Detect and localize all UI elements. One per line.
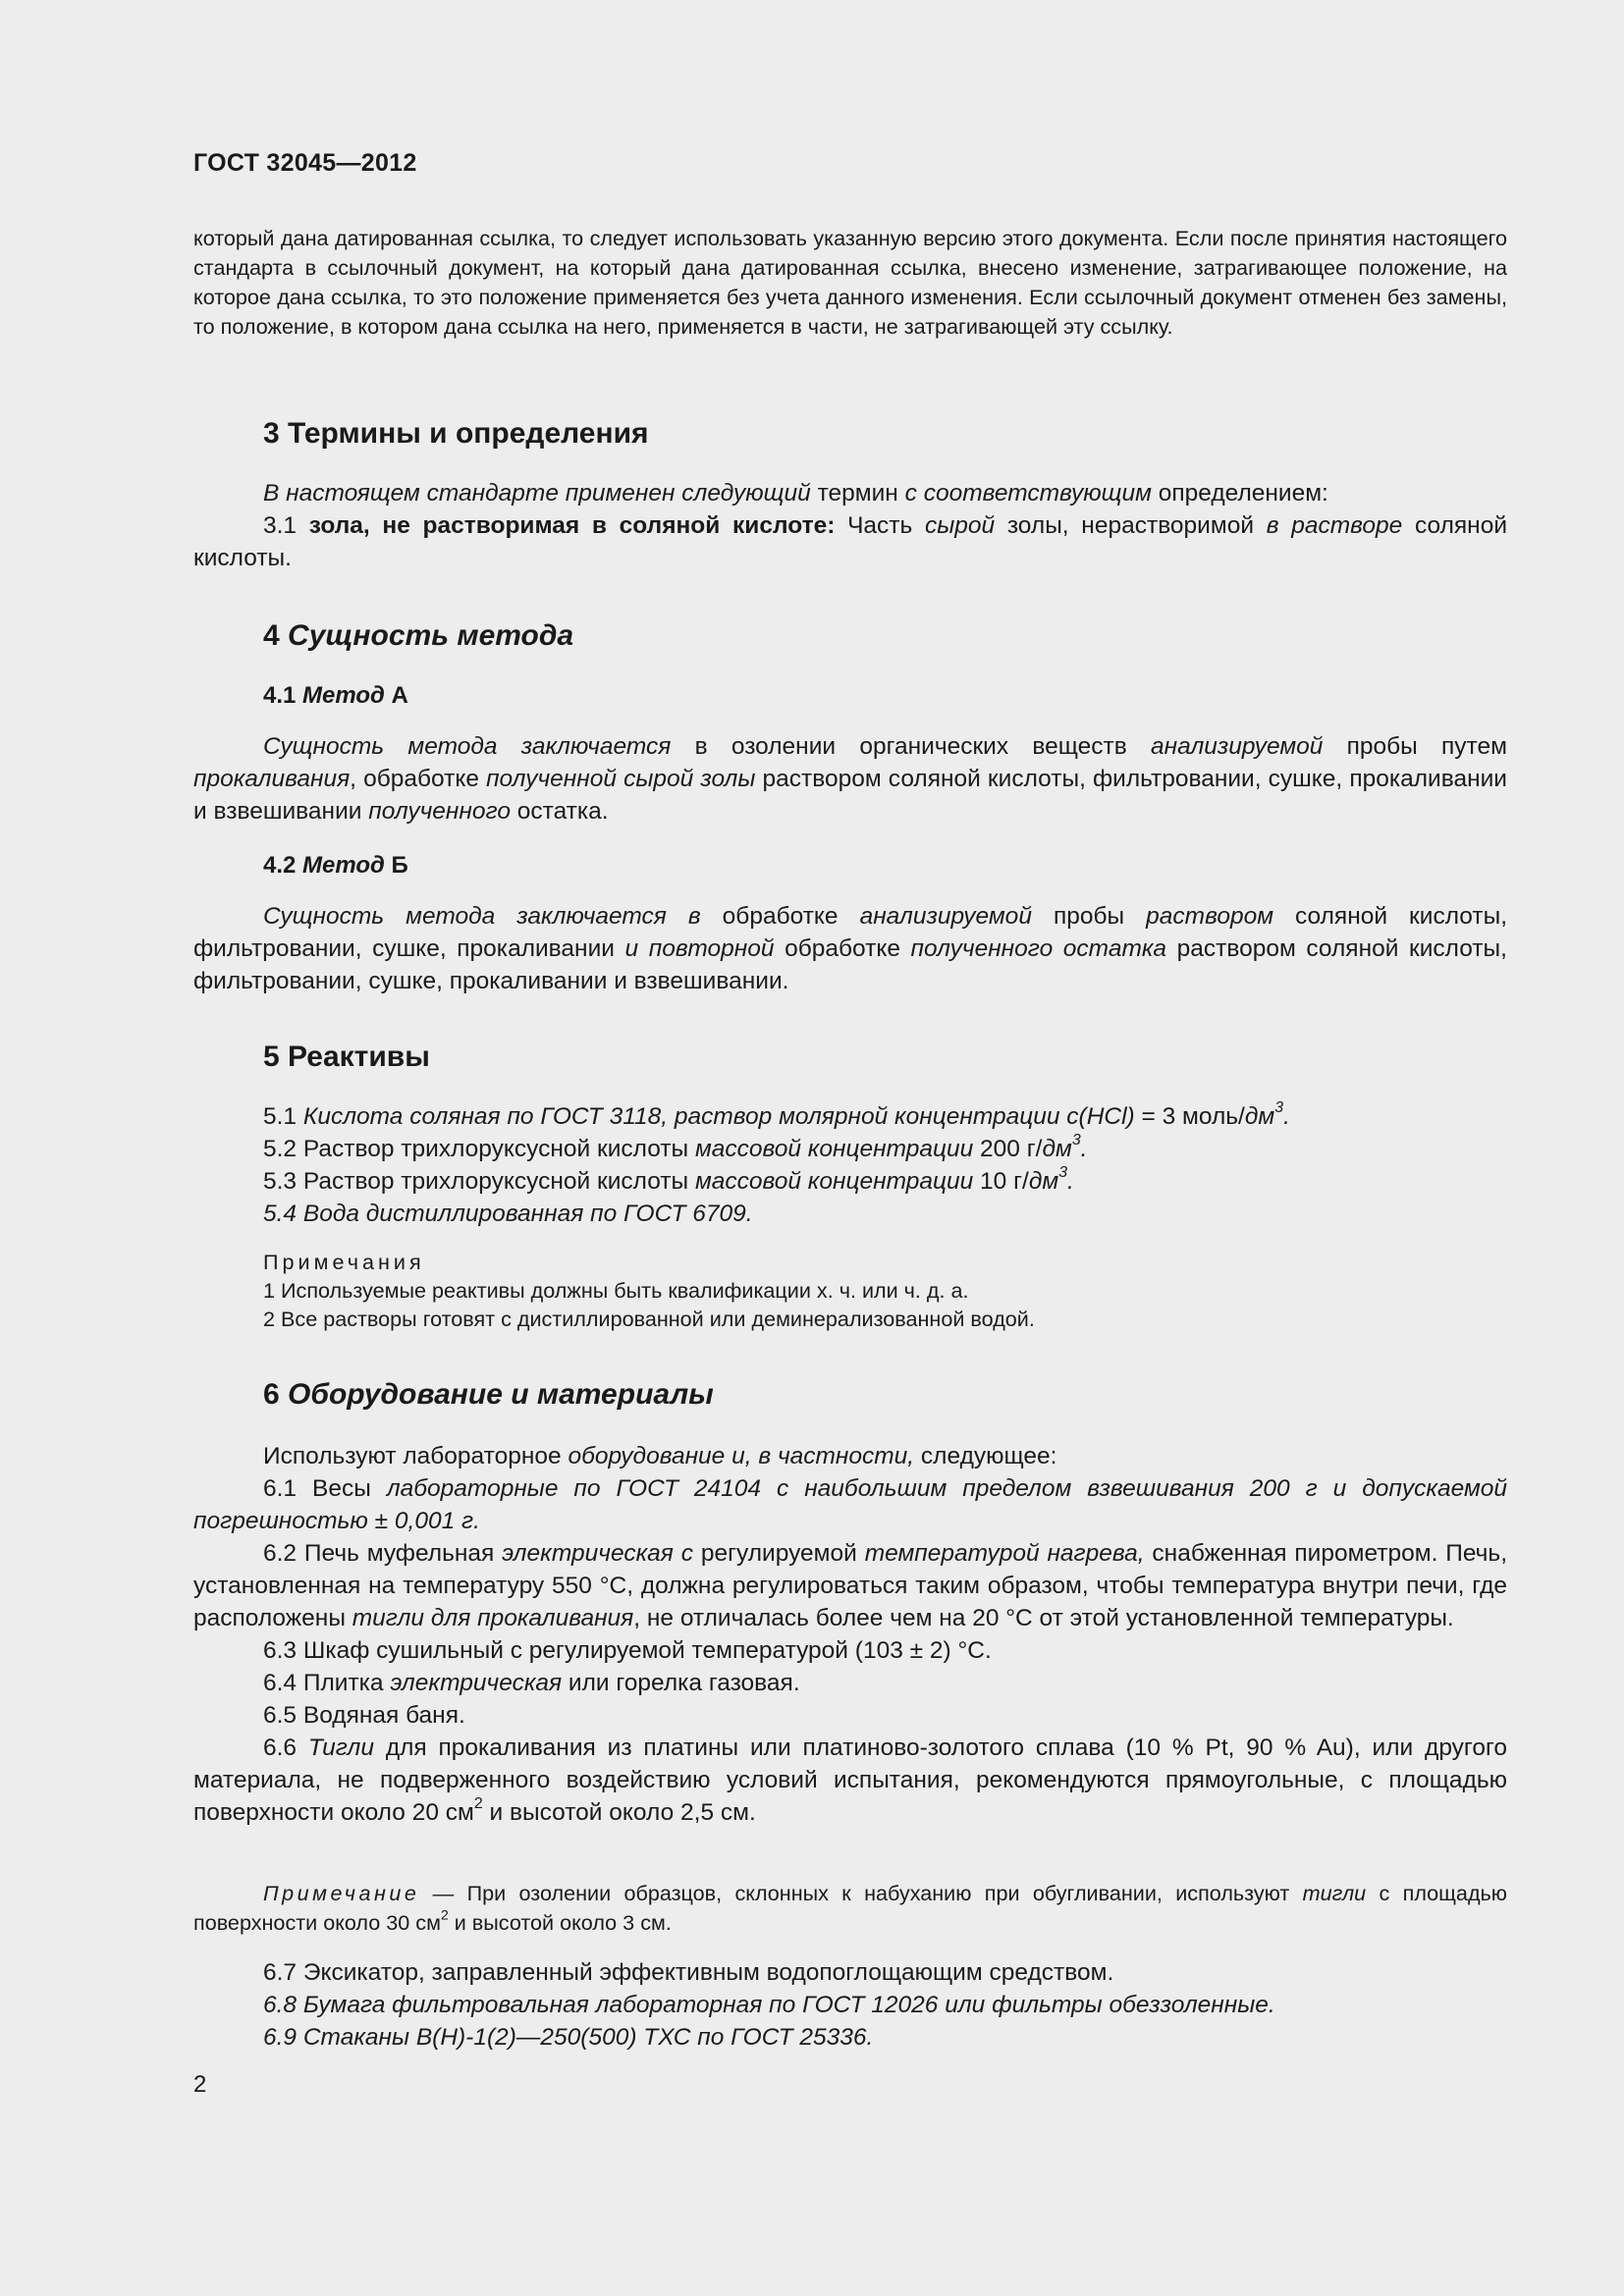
reagent-5-1: 5.1 Кислота соляная по ГОСТ 3118, раствор молярной концентрации c(HCl) = 3 моль/$дм^3$. — [263, 1099, 1290, 1130]
method-b-title: 4.2 Метод Б — [263, 852, 408, 879]
equipment-6-6: 6.6 Тигли для прокаливания из платины или платиново-золотого сплава (10 % Pt, 90 % Au), или другого материала, не подверженного воздействию условий испытания, рекомендуются прямоугольные, с площадью поверхности около 20 $см^2$ и высотой около 2,5 см. — [193, 1735, 1507, 1826]
section-3-body — [193, 477, 1507, 574]
document-page — [193, 0, 1507, 2296]
equipment-6-7: 6.7 Эксикатор, заправленный эффективным водопоглощающим средством. — [263, 1959, 1114, 1986]
section-3-intro: В настоящем стандарте применен следующий термин с соответствующим определением: — [263, 480, 1328, 507]
equipment-6-1: 6.1 Весы лабораторные по ГОСТ 24104 с наибольшим пределом взвешивания 200 г и допускаемой погрешностью ± 0,001 г. — [193, 1475, 1508, 1534]
crucible-note: Примечание — При озолении образцов, склонных к набуханию при обугливании, используют тигли с площадью поверхности около 30 $см^2$ и высотой около 3 см. — [193, 1881, 1507, 1935]
equipment-6-4: 6.4 Плитка электрическая или горелка газовая. — [263, 1670, 800, 1696]
equipment-6-5: 6.5 Водяная баня. — [263, 1702, 465, 1729]
note-label: Примечание — [263, 1881, 420, 1905]
reagents-list — [193, 1100, 1507, 1230]
reagents-notes — [193, 1248, 1507, 1333]
method-b-body: Сущность метода заключается в обработке анализируемой пробы раствором соляной кислоты, фильтровании, сушке, прокаливании и повторной обработке полученного остатка раствором соляной кислоты, фильтровании, сушке, прокаливании и взвешивании. — [193, 903, 1507, 994]
equipment-list-a — [193, 1440, 1507, 1829]
section-4-title: 4 Сущность метода — [263, 619, 574, 652]
reagent-5-3: 5.3 Раствор трихлоруксусной кислоты массовой концентрации 10 $г/дм^3$. — [263, 1164, 1074, 1195]
notes-title: Примечания — [263, 1250, 425, 1274]
page-number: 2 — [193, 2071, 207, 2098]
method-a-title: 4.1 Метод А — [263, 682, 408, 709]
reagent-5-4: 5.4 Вода дистиллированная по ГОСТ 6709. — [263, 1201, 753, 1227]
note-1: 1 Используемые реактивы должны быть квалификации х. ч. или ч. д. а. — [263, 1278, 969, 1303]
reagent-5-2: 5.2 Раствор трихлоруксусной кислоты массовой концентрации 200 $г/дм^3$. — [263, 1132, 1088, 1162]
note-2: 2 Все растворы готовят с дистиллированной или деминерализованной водой. — [263, 1307, 1035, 1331]
equipment-6-8: 6.8 Бумага фильтровальная лабораторная по ГОСТ 12026 или фильтры обеззоленные. — [263, 1992, 1275, 2018]
intro-paragraph: который дана датированная ссылка, то следует использовать указанную версию этого документа. Если после принятия настоящего стандарта в ссылочный документ, на который дана датированная ссылка, внесено изменение, затрагивающее положение, на которое дана ссылка, то это положение применяется без учета данного изменения. Если ссылочный документ отменен без замены, то положение, в котором дана ссылка на него, применяется в части, не затрагивающей эту ссылку. — [193, 226, 1507, 339]
defined-term: зола, не растворимая в соляной кислоте: — [308, 512, 836, 539]
definition-3-1: 3.1 зола, не растворимая в соляной кислоте: Часть сырой золы, нерастворимой в растворе соляной кислоты. — [193, 512, 1508, 571]
equipment-list-b — [193, 1956, 1507, 2054]
section-5-title: 5 Реактивы — [263, 1041, 430, 1073]
document-code: ГОСТ 32045—2012 — [193, 149, 417, 177]
equipment-6-2: 6.2 Печь муфельная электрическая с регулируемой температурой нагрева, снабженная пирометром. Печь, установленная на температуру 550 °С, должна регулироваться таким образом, чтобы температура внутри печи, где расположены тигли для прокаливания, не отличалась более чем на 20 °С от этой установленной температуры. — [193, 1540, 1508, 1631]
method-a-body: Сущность метода заключается в озолении органических веществ анализируемой пробы путем прокаливания, обработке полученной сырой золы раствором соляной кислоты, фильтровании, сушке, прокаливании и взвешивании полученного остатка. — [193, 733, 1507, 825]
section-3-title: 3 Термины и определения — [263, 417, 649, 450]
equipment-intro: Используют лабораторное оборудование и, в частности, следующее: — [263, 1443, 1057, 1469]
equipment-6-3: 6.3 Шкаф сушильный с регулируемой температурой (103 ± 2) °С. — [263, 1637, 992, 1664]
equipment-6-9: 6.9 Стаканы В(Н)-1(2)—250(500) ТХС по ГОСТ 25336. — [263, 2024, 874, 2051]
section-6-title: 6 Оборудование и материалы — [263, 1378, 714, 1411]
